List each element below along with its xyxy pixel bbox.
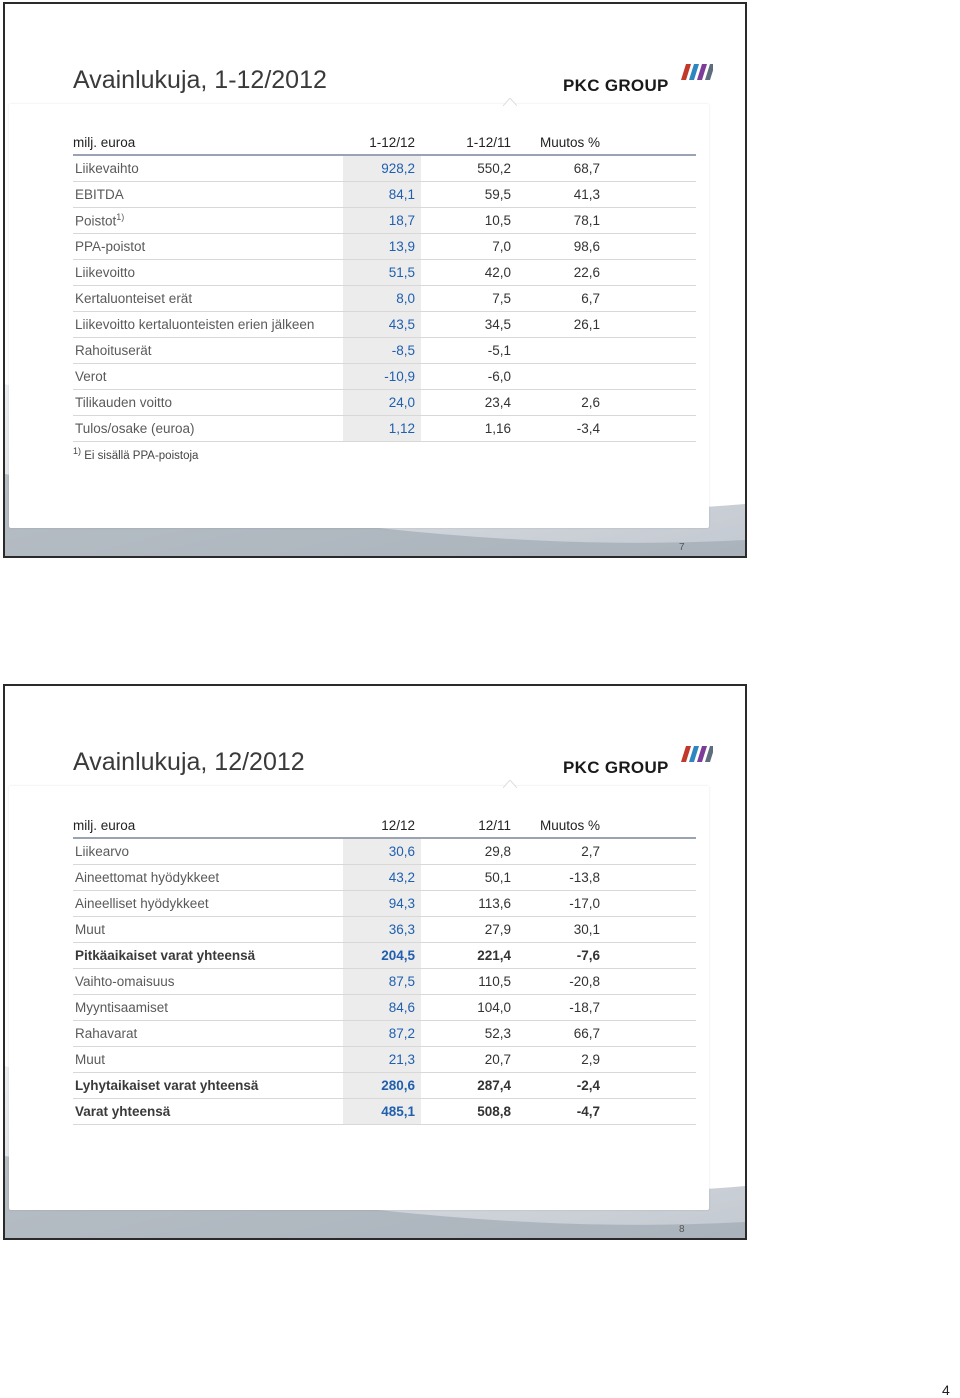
value-change: 66,7 bbox=[511, 1021, 600, 1047]
value-change: 78,1 bbox=[511, 208, 600, 234]
table-row bbox=[73, 917, 696, 943]
value-current: 8,0 bbox=[343, 286, 421, 312]
value-previous: 287,4 bbox=[421, 1073, 511, 1099]
value-current: 1,12 bbox=[343, 416, 421, 442]
table-row bbox=[73, 416, 696, 442]
value-current: 24,0 bbox=[343, 390, 421, 416]
value-previous: 104,0 bbox=[421, 995, 511, 1021]
row-label: Tulos/osake (euroa) bbox=[73, 416, 343, 442]
value-previous: 52,3 bbox=[421, 1021, 511, 1047]
logo-stripes-icon bbox=[677, 746, 713, 762]
col-current: 12/12 bbox=[381, 817, 415, 833]
table-row bbox=[73, 286, 696, 312]
table-row bbox=[73, 1047, 696, 1073]
col-change: Muutos % bbox=[539, 817, 600, 833]
table-row bbox=[73, 969, 696, 995]
logo-stripes-icon bbox=[677, 64, 713, 80]
row-label: Kertaluonteiset erät bbox=[73, 286, 343, 312]
footnote bbox=[73, 446, 198, 462]
row-label: EBITDA bbox=[73, 182, 343, 208]
row-label: Verot bbox=[73, 364, 343, 390]
value-change: -2,4 bbox=[511, 1073, 600, 1099]
table-row bbox=[73, 312, 696, 338]
table-row bbox=[73, 182, 696, 208]
slide-title: Avainlukuja, 1-12/2012 bbox=[73, 66, 327, 94]
value-change: 68,7 bbox=[511, 155, 600, 182]
row-label: Vaihto-omaisuus bbox=[73, 969, 343, 995]
value-current: 87,5 bbox=[343, 969, 421, 995]
row-label: PPA-poistot bbox=[73, 234, 343, 260]
value-previous: 59,5 bbox=[421, 182, 511, 208]
value-change: 2,6 bbox=[511, 390, 600, 416]
value-change: 6,7 bbox=[511, 286, 600, 312]
value-previous: 550,2 bbox=[421, 155, 511, 182]
value-current: 30,6 bbox=[343, 838, 421, 865]
col-unit: milj. euroa bbox=[73, 134, 136, 150]
row-label: Lyhytaikaiset varat yhteensä bbox=[73, 1073, 343, 1099]
logo-text: PKC GROUP bbox=[563, 758, 669, 777]
value-change: 30,1 bbox=[511, 917, 600, 943]
value-current: 36,3 bbox=[343, 917, 421, 943]
panel-notch bbox=[503, 98, 517, 106]
value-change: -4,7 bbox=[511, 1099, 600, 1125]
row-label-sup: 1) bbox=[116, 212, 125, 223]
value-change: -18,7 bbox=[511, 995, 600, 1021]
value-change: 2,7 bbox=[511, 838, 600, 865]
value-change bbox=[511, 364, 600, 390]
value-change: 22,6 bbox=[511, 260, 600, 286]
value-change: -20,8 bbox=[511, 969, 600, 995]
value-previous: 20,7 bbox=[421, 1047, 511, 1073]
slide-page-number: 8 bbox=[679, 1224, 685, 1235]
value-previous: 34,5 bbox=[421, 312, 511, 338]
footnote-mark: 1) bbox=[73, 446, 82, 456]
logo-text: PKC GROUP bbox=[563, 76, 669, 95]
value-previous: 29,8 bbox=[421, 838, 511, 865]
value-current: 18,7 bbox=[343, 208, 421, 234]
value-current: 84,1 bbox=[343, 182, 421, 208]
pkc-group-logo bbox=[563, 64, 723, 96]
col-previous: 1-12/11 bbox=[466, 134, 511, 150]
value-previous: 508,8 bbox=[421, 1099, 511, 1125]
value-previous: 7,0 bbox=[421, 234, 511, 260]
col-unit: milj. euroa bbox=[73, 817, 136, 833]
value-previous: 113,6 bbox=[421, 891, 511, 917]
table-header bbox=[73, 813, 696, 838]
row-label: Muut bbox=[73, 917, 343, 943]
value-current: 43,2 bbox=[343, 865, 421, 891]
document-page-number: 4 bbox=[942, 1382, 950, 1398]
row-label: Myyntisaamiset bbox=[73, 995, 343, 1021]
value-previous: 42,0 bbox=[421, 260, 511, 286]
table-header bbox=[73, 130, 696, 155]
row-label: Rahavarat bbox=[73, 1021, 343, 1047]
value-current: 280,6 bbox=[343, 1073, 421, 1099]
table-row bbox=[73, 838, 696, 865]
value-current: 21,3 bbox=[343, 1047, 421, 1073]
table-row bbox=[73, 364, 696, 390]
value-previous: -6,0 bbox=[421, 364, 511, 390]
row-label: Varat yhteensä bbox=[73, 1099, 343, 1125]
value-current: 84,6 bbox=[343, 995, 421, 1021]
value-current: 13,9 bbox=[343, 234, 421, 260]
table-row bbox=[73, 995, 696, 1021]
value-previous: 27,9 bbox=[421, 917, 511, 943]
slide-title: Avainlukuja, 12/2012 bbox=[73, 748, 305, 776]
table-row bbox=[73, 865, 696, 891]
row-label: Rahoituserät bbox=[73, 338, 343, 364]
value-change: 41,3 bbox=[511, 182, 600, 208]
table-row bbox=[73, 891, 696, 917]
value-current: 928,2 bbox=[343, 155, 421, 182]
col-previous: 12/11 bbox=[478, 817, 511, 833]
table-row bbox=[73, 155, 696, 182]
income-table bbox=[73, 130, 696, 442]
value-previous: 221,4 bbox=[421, 943, 511, 969]
value-change bbox=[511, 338, 600, 364]
row-label: Tilikauden voitto bbox=[73, 390, 343, 416]
value-change: -13,8 bbox=[511, 865, 600, 891]
row-label: Pitkäaikaiset varat yhteensä bbox=[73, 943, 343, 969]
value-change: 2,9 bbox=[511, 1047, 600, 1073]
row-label: Liikevoitto bbox=[73, 260, 343, 286]
table-row bbox=[73, 1021, 696, 1047]
value-change: -17,0 bbox=[511, 891, 600, 917]
value-previous: 10,5 bbox=[421, 208, 511, 234]
value-current: 87,2 bbox=[343, 1021, 421, 1047]
row-label: Liikevaihto bbox=[73, 155, 343, 182]
row-label: Aineelliset hyödykkeet bbox=[73, 891, 343, 917]
panel-notch bbox=[503, 780, 517, 788]
value-change: 98,6 bbox=[511, 234, 600, 260]
value-current: -8,5 bbox=[343, 338, 421, 364]
value-previous: 7,5 bbox=[421, 286, 511, 312]
slide-1 bbox=[3, 2, 747, 558]
table-row bbox=[73, 943, 696, 969]
slide-page-number: 7 bbox=[679, 542, 685, 553]
table-row bbox=[73, 390, 696, 416]
value-previous: 110,5 bbox=[421, 969, 511, 995]
table-row bbox=[73, 208, 696, 234]
value-previous: 50,1 bbox=[421, 865, 511, 891]
value-current: 43,5 bbox=[343, 312, 421, 338]
value-current: 485,1 bbox=[343, 1099, 421, 1125]
value-previous: -5,1 bbox=[421, 338, 511, 364]
table-row bbox=[73, 234, 696, 260]
value-change: -7,6 bbox=[511, 943, 600, 969]
value-current: -10,9 bbox=[343, 364, 421, 390]
row-label: Muut bbox=[73, 1047, 343, 1073]
value-current: 204,5 bbox=[343, 943, 421, 969]
col-current: 1-12/12 bbox=[369, 134, 415, 150]
row-label: Aineettomat hyödykkeet bbox=[73, 865, 343, 891]
balance-table bbox=[73, 813, 696, 1125]
table-row bbox=[73, 260, 696, 286]
row-label: Liikevoitto kertaluonteisten erien jälkeen bbox=[73, 312, 343, 338]
value-change: 26,1 bbox=[511, 312, 600, 338]
col-change: Muutos % bbox=[539, 134, 600, 150]
row-label: Liikearvo bbox=[73, 838, 343, 865]
row-label: Poistot$^{1)}$ bbox=[73, 208, 343, 234]
pkc-group-logo bbox=[563, 746, 723, 778]
slide-2 bbox=[3, 684, 747, 1240]
footnote-text: Ei sisällä PPA-poistoja bbox=[84, 449, 199, 462]
table-row bbox=[73, 1099, 696, 1125]
value-previous: 1,16 bbox=[421, 416, 511, 442]
value-change: -3,4 bbox=[511, 416, 600, 442]
value-previous: 23,4 bbox=[421, 390, 511, 416]
table-row bbox=[73, 1073, 696, 1099]
table-row bbox=[73, 338, 696, 364]
value-current: 94,3 bbox=[343, 891, 421, 917]
value-current: 51,5 bbox=[343, 260, 421, 286]
